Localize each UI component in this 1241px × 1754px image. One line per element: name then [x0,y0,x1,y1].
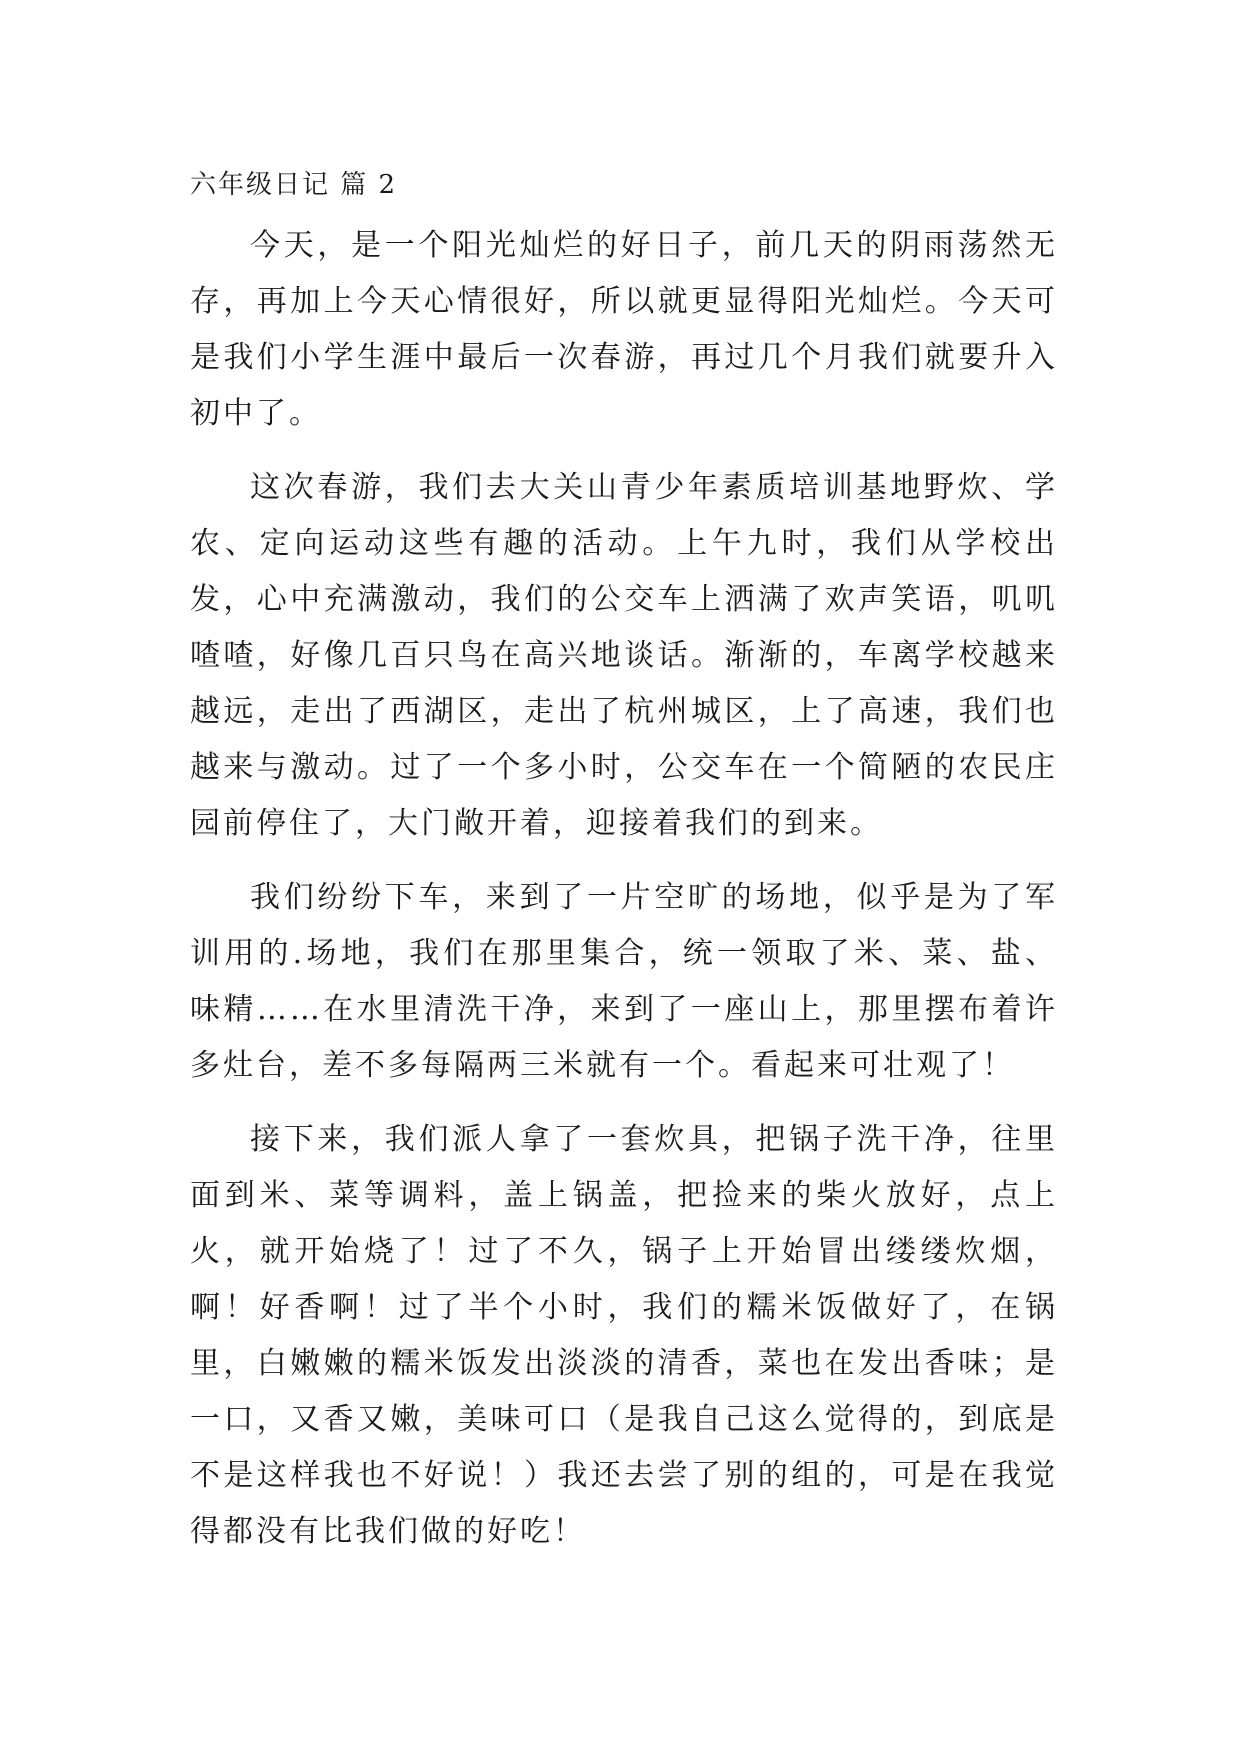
paragraph-3: 我们纷纷下车，来到了一片空旷的场地，似乎是为了军训用的.场地，我们在那里集合，统一领取了米、菜、盐、味精……在水里清洗干净，来到了一座山上，那里摆布着许多灶台，差不多每隔两三米就有一个。看起来可壮观了！ [190,880,1058,1083]
paragraph-2: 这次春游，我们去大关山青少年素质培训基地野炊、学农、定向运动这些有趣的活动。上午九时，我们从学校出发，心中充满激动，我们的公交车上洒满了欢声笑语，叽叽喳喳，好像几百只鸟在高兴地谈话。渐渐的，车离学校越来越远，走出了西湖区，走出了杭州城区，上了高速，我们也越来与激动。过了一个多小时，公交车在一个简陋的农民庄园前停住了，大门敞开着，迎接着我们的到来。 [190,470,1058,841]
document-title: 六年级日记 篇 2 [190,170,398,200]
paragraph-1: 今天，是一个阳光灿烂的好日子，前几天的阴雨荡然无存，再加上今天心情很好，所以就更显得阳光灿烂。今天可是我们小学生涯中最后一次春游，再过几个月我们就要升入初中了。 [190,228,1058,431]
document-body [190,162,1058,1560]
paragraph-4: 接下来，我们派人拿了一套炊具，把锅子洗干净，往里面到米、菜等调料，盖上锅盖，把捡来的柴火放好，点上火，就开始烧了！过了不久，锅子上开始冒出缕缕炊烟，啊！好香啊！过了半个小时，我们的糯米饭做好了，在锅里，白嫩嫩的糯米饭发出淡淡的清香，菜也在发出香味；是一口，又香又嫩，美味可口（是我自己这么觉得的，到底是不是这样我也不好说！）我还去尝了别的组的，可是在我觉得都没有比我们做的好吃！ [190,1122,1058,1549]
